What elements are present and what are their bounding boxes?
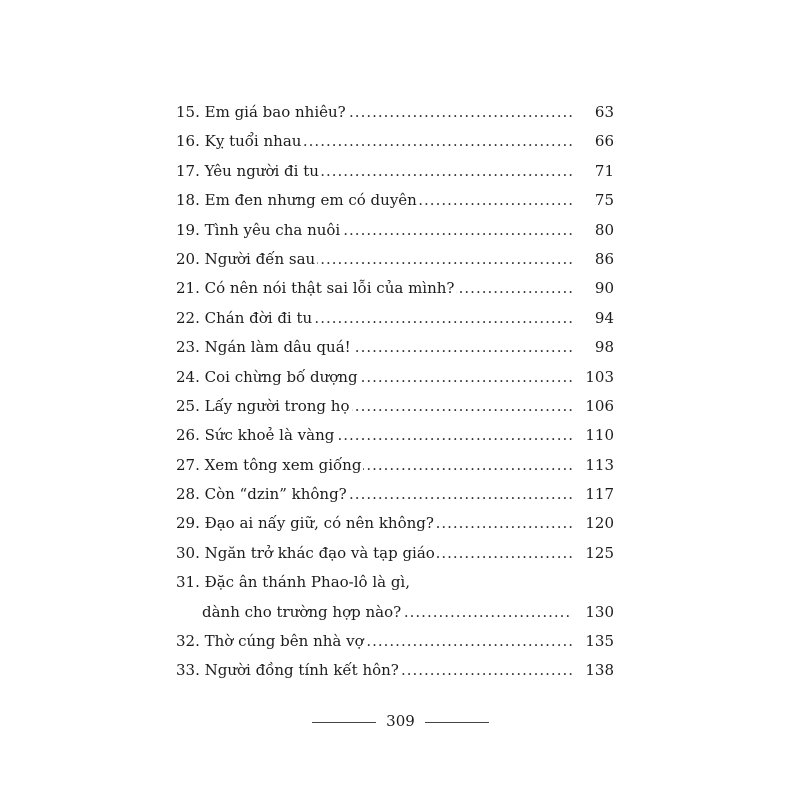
toc-entry-page: 86: [574, 245, 614, 274]
toc-entry-page: 120: [574, 509, 614, 538]
toc-entry: [176, 451, 614, 480]
toc-entry-title: 20. Người đến sau: [176, 249, 316, 268]
toc-entry: [176, 186, 614, 215]
toc-entry-page: 135: [574, 627, 614, 656]
toc-entry: [176, 216, 614, 245]
toc-entry-title: 33. Người đồng tính kết hôn?: [176, 661, 399, 680]
toc-entry-page: 103: [574, 363, 614, 392]
toc-entry-title: 25. Lấy người trong họ: [176, 396, 350, 415]
page-footer: [0, 709, 801, 733]
toc-entry: [176, 509, 614, 538]
toc-entry-page: 110: [574, 421, 614, 450]
toc-entry-page: 106: [574, 392, 614, 421]
toc-entry-page: 75: [574, 186, 614, 215]
toc-entry-title: 31. Đặc ân thánh Phao-lô là gì,: [176, 573, 411, 592]
table-of-contents: [176, 98, 614, 686]
footer-rule-right: [425, 722, 489, 723]
toc-entry-page: 90: [574, 274, 614, 303]
page-number: 309: [386, 712, 415, 730]
toc-entry-title: 30. Ngăn trở khác đạo và tạp giáo: [176, 543, 435, 562]
toc-entry-title: 18. Em đen nhưng em có duyên: [176, 191, 417, 210]
toc-entry-title: 32. Thờ cúng bên nhà vợ: [176, 632, 364, 651]
toc-entry: [176, 392, 614, 421]
toc-entry: [176, 333, 614, 362]
toc-entry: [176, 274, 614, 303]
toc-entry: [176, 480, 614, 509]
toc-entry-title: 27. Xem tông xem giống: [176, 455, 362, 474]
toc-entry-title: 26. Sức khoẻ là vàng: [176, 426, 335, 445]
toc-entry: [176, 245, 614, 274]
toc-entry-title: 29. Đạo ai nấy giữ, có nên không?: [176, 514, 434, 533]
toc-entry-title: 19. Tình yêu cha nuôi: [176, 220, 341, 239]
toc-entry-page: 80: [574, 216, 614, 245]
toc-entry: [176, 98, 614, 127]
toc-entry: [176, 363, 614, 392]
toc-entry-title: 23. Ngán làm dâu quá!: [176, 338, 351, 357]
toc-entry: [176, 627, 614, 656]
toc-entry-title: 16. Kỵ tuổi nhau: [176, 132, 302, 151]
toc-entry-title: 15. Em giá bao nhiêu?: [176, 103, 346, 121]
toc-entry: [176, 539, 614, 568]
footer-rule-left: [312, 722, 376, 723]
toc-entry-title: 22. Chán đời đi tu: [176, 308, 313, 327]
toc-entry-page: 113: [574, 451, 614, 480]
toc-entry-page: 98: [574, 333, 614, 362]
toc-entry-title: 21. Có nên nói thật sai lỗi của mình?: [176, 279, 455, 298]
toc-entry-title-continued: dành cho trường hợp nào?: [202, 602, 402, 621]
toc-entry-page: 117: [574, 480, 614, 509]
toc-entry-page: 130: [574, 598, 614, 627]
toc-entry-continuation: [176, 598, 614, 627]
toc-entry: [176, 421, 614, 450]
toc-entry-page: 138: [574, 656, 614, 685]
toc-entry-title: 28. Còn “dzin” không?: [176, 485, 347, 504]
toc-entry-page: 71: [574, 157, 614, 186]
toc-entry-title: 24. Coi chừng bố dượng: [176, 367, 358, 386]
toc-entry: [176, 304, 614, 333]
toc-entry-title: 17. Yêu người đi tu: [176, 161, 319, 180]
toc-entry: [176, 568, 614, 597]
toc-entry-page: 63: [574, 98, 614, 127]
toc-entry-page: 125: [574, 539, 614, 568]
toc-entry: [176, 656, 614, 685]
toc-entry: [176, 157, 614, 186]
toc-entry: [176, 127, 614, 156]
toc-entry-page: 94: [574, 304, 614, 333]
toc-entry-page: 66: [574, 127, 614, 156]
